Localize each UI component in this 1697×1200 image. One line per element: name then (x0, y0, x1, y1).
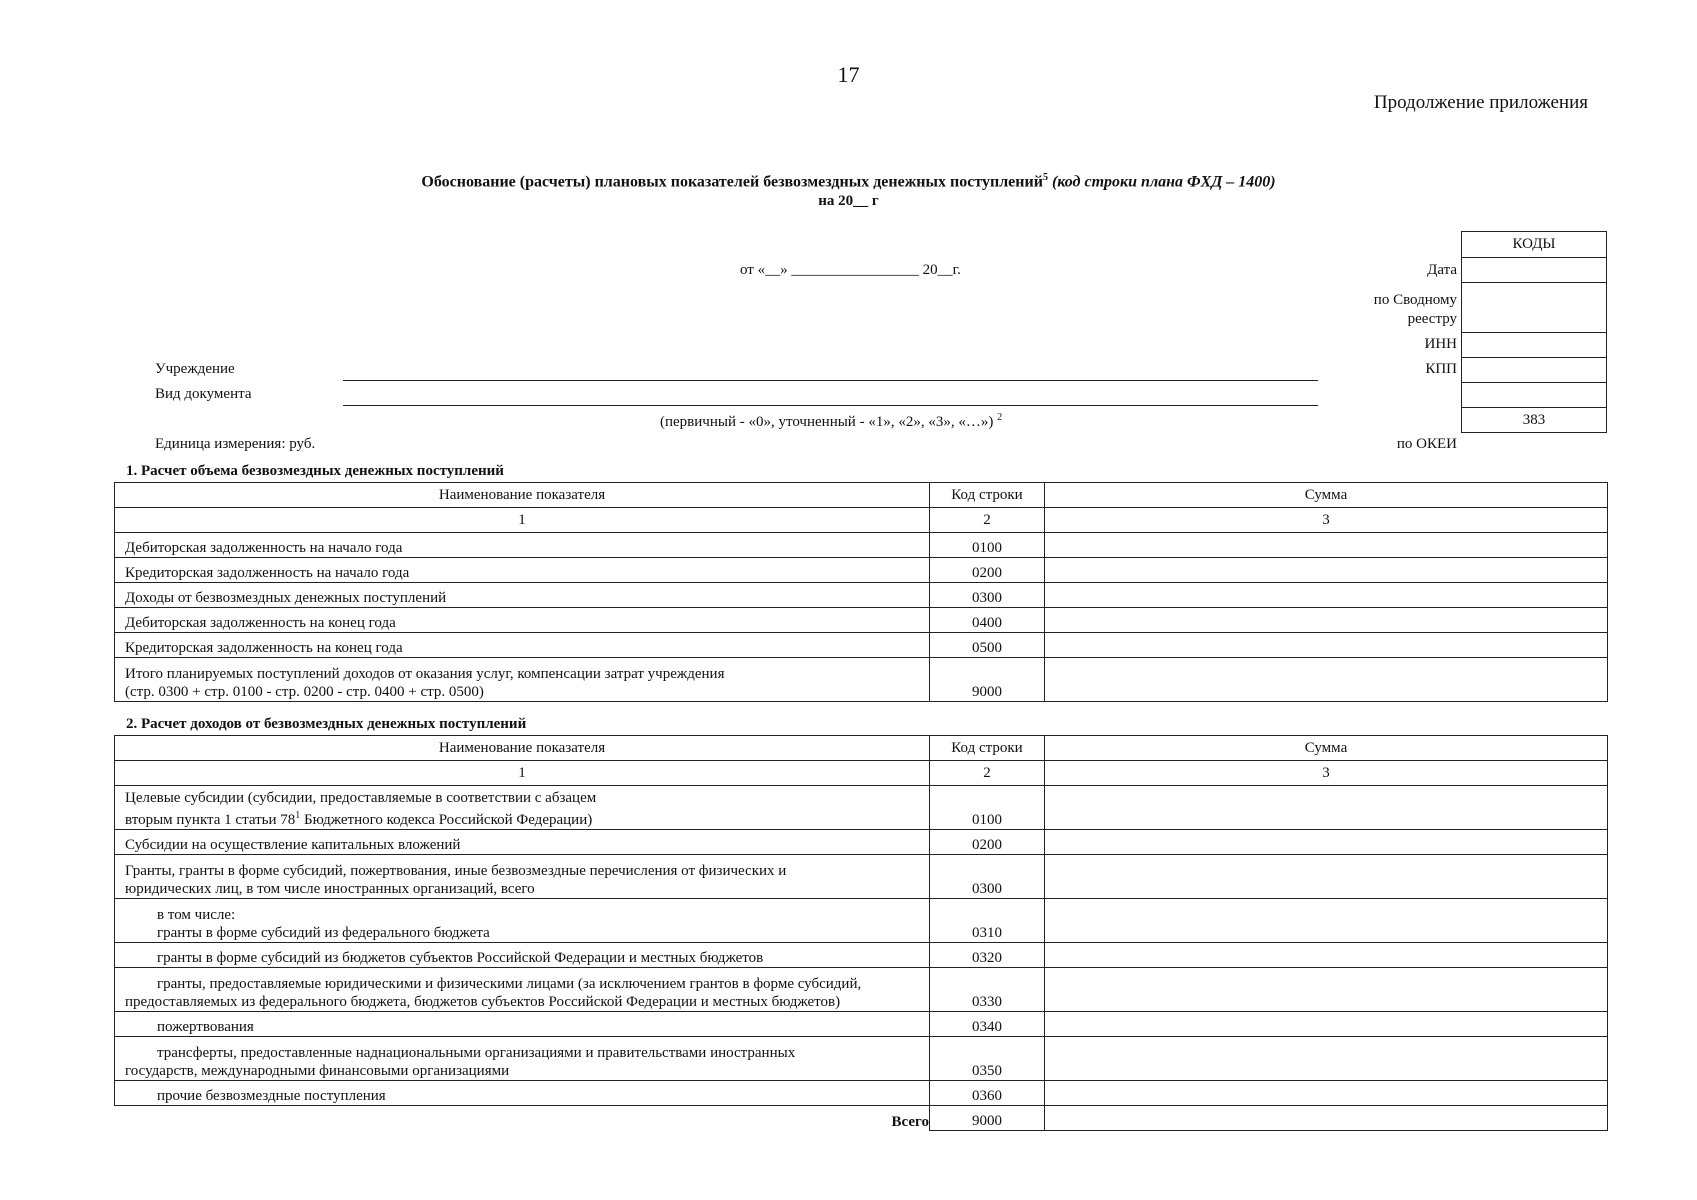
row-name: Кредиторская задолженность на конец года (115, 633, 930, 658)
unit-label: Единица измерения: руб. (155, 436, 316, 452)
row-code: 0320 (930, 943, 1045, 968)
table-row (115, 658, 1608, 702)
row-code: 0100 (930, 786, 1045, 830)
total-sum[interactable] (1045, 1106, 1608, 1131)
row-name (115, 899, 930, 943)
total-code: 9000 (930, 1106, 1045, 1131)
row-sum[interactable] (1045, 633, 1608, 658)
s1-header-name: Наименование показателя (115, 483, 930, 508)
row-sum[interactable] (1045, 943, 1608, 968)
label-registry-2: реестру (1407, 311, 1457, 327)
row-name-line-2: юридических лиц, в том числе иностранных организаций, всего (125, 881, 535, 897)
form-title-code: (код строки плана ФХД – 1400) (1047, 173, 1276, 191)
form-title (0, 172, 1697, 191)
row-name-line-1: Итого планируемых поступлений доходов от оказания услуг, компенсации затрат учреждения (125, 666, 725, 682)
table-row (115, 786, 1608, 830)
row-sum[interactable] (1045, 558, 1608, 583)
row-sum[interactable] (1045, 968, 1608, 1012)
row-name (115, 855, 930, 899)
codes-header: КОДЫ (1462, 232, 1607, 258)
row-code: 0300 (930, 583, 1045, 608)
s1-colnum-2: 2 (930, 508, 1045, 533)
label-kpp: КПП (1425, 361, 1457, 377)
s1-colnum-1: 1 (115, 508, 930, 533)
label-date: Дата (1427, 262, 1457, 278)
row-code: 0350 (930, 1037, 1045, 1081)
row-name: Кредиторская задолженность на начало года (115, 558, 930, 583)
row-name-line-2: государств, международными финансовыми организациями (125, 1063, 510, 1079)
form-title-main: Обоснование (расчеты) плановых показателей безвозмездных денежных поступлений (421, 173, 1043, 191)
table-row (115, 899, 1608, 943)
row-name-part-a: вторым пункта 1 статьи 78 (125, 812, 296, 828)
section2-table (114, 735, 1608, 1131)
table-row (115, 558, 1608, 583)
row-sum[interactable] (1045, 1037, 1608, 1081)
row-name-line-1: гранты, предоставляемые юридическими и физическими лицами (за исключением грантов в форме субсидий, (157, 976, 862, 992)
code-registry[interactable] (1462, 283, 1607, 333)
section1-title: 1. Расчет объема безвозмездных денежных поступлений (126, 463, 504, 479)
row-code: 0100 (930, 533, 1045, 558)
row-name: Дебиторская задолженность на конец года (115, 608, 930, 633)
row-code: 0330 (930, 968, 1045, 1012)
row-name: Субсидии на осуществление капитальных вложений (115, 830, 930, 855)
row-name-footnote: 1 (295, 810, 301, 821)
label-inn: ИНН (1424, 336, 1457, 352)
row-name-line-1: Гранты, гранты в форме субсидий, пожертвования, иные безвозмездные перечисления от физических и (125, 863, 787, 879)
table-row (115, 943, 1608, 968)
total-label: Всего (891, 1113, 929, 1130)
row-sum[interactable] (1045, 608, 1608, 633)
code-kpp[interactable] (1462, 358, 1607, 383)
codes-table (1461, 231, 1607, 433)
form-subtitle: на 20__ г (818, 193, 879, 209)
code-date[interactable] (1462, 258, 1607, 283)
row-sum[interactable] (1045, 658, 1608, 702)
row-name-line-1: трансферты, предоставленные наднациональными организациями и правительствами иностранных (157, 1045, 796, 1061)
row-name (115, 968, 930, 1012)
row-code: 0360 (930, 1081, 1045, 1106)
label-okei: по ОКЕИ (1396, 436, 1457, 452)
table-row (115, 830, 1608, 855)
section2-title: 2. Расчет доходов от безвозмездных денежных поступлений (126, 716, 527, 732)
row-code: 0500 (930, 633, 1045, 658)
s2-colnum-2: 2 (930, 761, 1045, 786)
table-row (115, 583, 1608, 608)
label-institution: Учреждение (155, 361, 235, 377)
row-code: 0310 (930, 899, 1045, 943)
s1-header-sum: Сумма (1045, 483, 1608, 508)
row-code: 0200 (930, 830, 1045, 855)
row-code: 0340 (930, 1012, 1045, 1037)
table-row (115, 633, 1608, 658)
institution-field[interactable] (343, 380, 1318, 381)
code-okei: 383 (1462, 408, 1607, 433)
label-registry-1: по Сводному (1373, 292, 1457, 308)
row-name: прочие безвозмездные поступления (115, 1081, 930, 1106)
row-sum[interactable] (1045, 830, 1608, 855)
row-name: Дебиторская задолженность на начало года (115, 533, 930, 558)
row-sum[interactable] (1045, 1012, 1608, 1037)
continuation-note: Продолжение приложения (1373, 92, 1588, 113)
s2-colnum-3: 3 (1045, 761, 1608, 786)
row-code: 0400 (930, 608, 1045, 633)
table-row (115, 533, 1608, 558)
row-code: 0200 (930, 558, 1045, 583)
code-inn[interactable] (1462, 333, 1607, 358)
table-row (115, 1037, 1608, 1081)
table-row (115, 855, 1608, 899)
row-name (115, 786, 930, 830)
doc-type-field[interactable] (343, 405, 1318, 406)
row-sum[interactable] (1045, 855, 1608, 899)
table-row (115, 1081, 1608, 1106)
row-code: 0300 (930, 855, 1045, 899)
s2-header-sum: Сумма (1045, 736, 1608, 761)
section1-table (114, 482, 1608, 702)
row-name-line-2: гранты в форме субсидий из федерального бюджета (157, 925, 490, 941)
total-row (115, 1106, 1608, 1131)
table-row (115, 1012, 1608, 1037)
row-name: Доходы от безвозмездных денежных поступлений (115, 583, 930, 608)
table-row (115, 968, 1608, 1012)
code-doc-type[interactable] (1462, 383, 1607, 408)
s1-colnum-3: 3 (1045, 508, 1608, 533)
row-name-part-b: Бюджетного кодекса Российской Федерации) (300, 812, 593, 828)
page-number: 17 (837, 62, 860, 87)
row-sum[interactable] (1045, 533, 1608, 558)
row-sum[interactable] (1045, 899, 1608, 943)
doc-type-note-footnote: 2 (997, 412, 1003, 423)
row-name (115, 1037, 930, 1081)
s2-colnum-1: 1 (115, 761, 930, 786)
s2-header-code: Код строки (930, 736, 1045, 761)
row-sum[interactable] (1045, 583, 1608, 608)
row-name (115, 658, 930, 702)
doc-type-note-text: (первичный - «0», уточненный - «1», «2», «3», «…») (660, 414, 994, 430)
row-name-line-1: Целевые субсидии (субсидии, предоставляемые в соответствии с абзацем (125, 790, 597, 806)
doc-type-note (660, 412, 1002, 431)
row-code: 9000 (930, 658, 1045, 702)
row-name-line-1: в том числе: (157, 907, 236, 923)
row-sum[interactable] (1045, 786, 1608, 830)
row-name: пожертвования (115, 1012, 930, 1037)
row-name-line-2: предоставляемых из федерального бюджета, бюджетов субъектов Российской Федерации и местных бюджетов) (125, 994, 841, 1010)
s2-header-name: Наименование показателя (115, 736, 930, 761)
row-name-line-2 (125, 807, 929, 829)
form-title-footnote: 5 (1042, 172, 1048, 183)
row-sum[interactable] (1045, 1081, 1608, 1106)
date-line: от «__» _________________ 20__г. (740, 262, 961, 278)
label-doc-type: Вид документа (155, 386, 252, 402)
s1-header-code: Код строки (930, 483, 1045, 508)
row-name-line-2: (стр. 0300 + стр. 0100 - стр. 0200 - стр. 0400 + стр. 0500) (125, 684, 484, 700)
table-row (115, 608, 1608, 633)
row-name: гранты в форме субсидий из бюджетов субъектов Российской Федерации и местных бюджетов (115, 943, 930, 968)
